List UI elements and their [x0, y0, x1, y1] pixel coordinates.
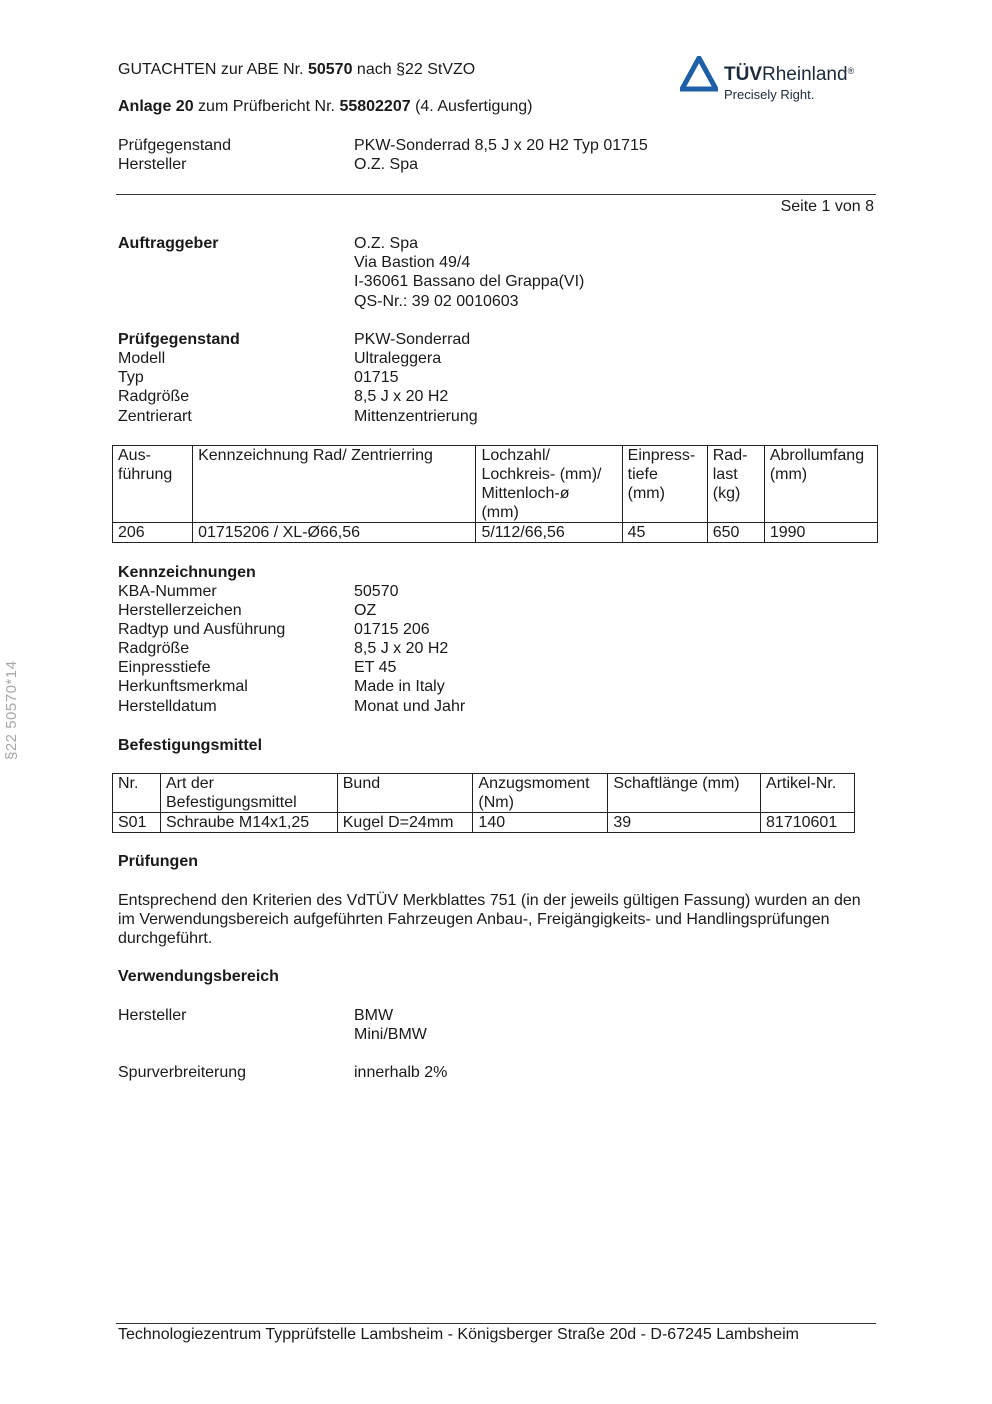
client-line: I-36061 Bassano del Grappa(VI) [354, 273, 585, 290]
marking-value: 50570 [354, 583, 399, 600]
table-header-cell: Lochzahl/ Lochkreis- (mm)/ Mittenloch-ø (mm) [476, 446, 622, 523]
table-cell: 650 [707, 523, 764, 543]
centering-label: Zentrierart [118, 408, 192, 425]
title-prefix: GUTACHTEN zur ABE Nr. [118, 61, 304, 78]
client-row [118, 292, 878, 311]
table-header-row [113, 446, 878, 523]
table-header-cell: Rad- last (kg) [707, 446, 764, 523]
marking-label: Herstelldatum [118, 698, 217, 715]
markings-heading: Kennzeichnungen [118, 564, 256, 581]
track-widening-label: Spurverbreiterung [118, 1064, 247, 1081]
model-label: Modell [118, 350, 166, 367]
marking-label: Einpresstiefe [118, 659, 211, 676]
page-number: Seite 1 von 8 [780, 198, 874, 215]
test-object-label: Prüfgegenstand [118, 331, 240, 348]
marking-row [118, 658, 878, 677]
appendix-mid: zum Prüfbericht Nr. [198, 98, 335, 115]
fasteners-table [112, 773, 855, 833]
centering-value: Mittenzentrierung [354, 408, 478, 425]
table-cell: 1990 [764, 523, 877, 543]
table-cell: 01715206 / XL-Ø66,56 [193, 523, 476, 543]
marking-row [118, 677, 878, 696]
table-cell: 5/112/66,56 [476, 523, 622, 543]
table-cell: Kugel D=24mm [337, 813, 473, 833]
table-header-cell: Art der Befestigungsmittel [160, 774, 337, 813]
marking-row [118, 620, 878, 639]
usage-manufacturer-value: BMW [354, 1007, 394, 1024]
marking-value: ET 45 [354, 659, 397, 676]
marking-value: OZ [354, 602, 377, 619]
marking-value: Made in Italy [354, 678, 445, 695]
abe-number: 50570 [307, 61, 353, 78]
logo-brand-rest: Rheinland [762, 64, 848, 85]
report-title [118, 60, 475, 79]
marking-label: KBA-Nummer [118, 583, 217, 600]
table-cell: Schraube M14x1,25 [160, 813, 337, 833]
tuv-rheinland-logo [680, 56, 870, 104]
fasteners-heading: Befestigungsmittel [118, 737, 263, 754]
report-number: 55802207 [339, 98, 411, 115]
header-manufacturer-row [118, 155, 878, 174]
test-object-row [118, 387, 878, 406]
table-row [113, 813, 855, 833]
header-divider [116, 194, 876, 195]
client-row [118, 253, 878, 272]
footer-address: Technologiezentrum Typprüfstelle Lambsheim - Königsberger Straße 20d - D-67245 Lambsheim [118, 1326, 799, 1343]
client-row [118, 234, 878, 253]
wheel-table [112, 445, 878, 543]
type-value: 01715 [354, 369, 399, 386]
header-manufacturer-label: Hersteller [118, 156, 187, 173]
table-header-row [113, 774, 855, 813]
table-cell: 206 [113, 523, 193, 543]
table-header-cell: Aus- führung [113, 446, 193, 523]
table-cell: 39 [608, 813, 761, 833]
marking-value: 01715 206 [354, 621, 430, 638]
table-cell: S01 [113, 813, 161, 833]
header-manufacturer-value: O.Z. Spa [354, 156, 419, 173]
client-line: Via Bastion 49/4 [354, 254, 471, 271]
client-qs-number: QS-Nr.: 39 02 0010603 [354, 293, 519, 310]
marking-value: Monat und Jahr [354, 698, 466, 715]
usage-manufacturer-row [118, 1006, 878, 1025]
marking-label: Radtyp und Ausführung [118, 621, 286, 638]
track-widening-value: innerhalb 2% [354, 1064, 448, 1081]
logo-registered: ® [847, 66, 855, 76]
title-suffix: nach §22 StVZO [356, 61, 476, 78]
table-header-cell: Einpress- tiefe (mm) [622, 446, 707, 523]
marking-label: Radgröße [118, 640, 190, 657]
type-label: Typ [118, 369, 144, 386]
test-object-row [118, 368, 878, 387]
marking-row [118, 639, 878, 658]
marking-row [118, 697, 878, 716]
table-header-cell: Nr. [113, 774, 161, 813]
usage-manufacturer-label: Hersteller [118, 1007, 187, 1024]
model-value: Ultraleggera [354, 350, 442, 367]
appendix-suffix: (4. Ausfertigung) [415, 98, 533, 115]
table-header-cell: Artikel-Nr. [761, 774, 855, 813]
header-object-label: Prüfgegenstand [118, 137, 231, 154]
side-stamp: §22 50570*14 [3, 660, 20, 760]
logo-tagline: Precisely Right. [724, 87, 815, 102]
marking-label: Herstellerzeichen [118, 602, 242, 619]
test-object-row [118, 330, 878, 349]
logo-wordmark [724, 65, 854, 85]
table-cell: 45 [622, 523, 707, 543]
table-header-cell: Schaftlänge (mm) [608, 774, 761, 813]
usage-heading: Verwendungsbereich [118, 968, 279, 985]
wheel-size-value: 8,5 J x 20 H2 [354, 388, 449, 405]
table-header-cell: Abrollumfang (mm) [764, 446, 877, 523]
footer-divider [116, 1323, 876, 1324]
tests-heading: Prüfungen [118, 853, 198, 870]
table-header-cell: Anzugsmoment (Nm) [473, 774, 608, 813]
usage-manufacturer-row [118, 1025, 878, 1044]
tests-paragraph: Entsprechend den Kriterien des VdTÜV Merkblattes 751 (in der jeweils gültigen Fassung) wurden an den im Verwendungsbereich aufgeführten Fahrzeugen Anbau-, Freigängigkeits- und Handlingsprüfungen durchgeführt. [118, 892, 861, 947]
client-row [118, 272, 878, 291]
marking-value: 8,5 J x 20 H2 [354, 640, 449, 657]
client-label: Auftraggeber [118, 235, 219, 252]
table-header-cell: Bund [337, 774, 473, 813]
usage-manufacturer-value: Mini/BMW [354, 1026, 427, 1043]
table-cell: 81710601 [761, 813, 855, 833]
triangle-logo-icon [680, 56, 718, 92]
test-object-row [118, 349, 878, 368]
marking-row [118, 601, 878, 620]
table-header-cell: Kennzeichnung Rad/ Zentrierring [193, 446, 476, 523]
logo-brand-bold: TÜV [724, 64, 762, 85]
marking-row [118, 582, 878, 601]
usage-track-row [118, 1063, 878, 1082]
header-object-row [118, 136, 878, 155]
test-object-value: PKW-Sonderrad [354, 331, 471, 348]
test-object-row [118, 407, 878, 426]
appendix-line [118, 97, 532, 116]
marking-label: Herkunftsmerkmal [118, 678, 248, 695]
header-object-value: PKW-Sonderrad 8,5 J x 20 H2 Typ 01715 [354, 137, 648, 154]
table-row [113, 523, 878, 543]
client-line: O.Z. Spa [354, 235, 419, 252]
table-cell: 140 [473, 813, 608, 833]
appendix-label: Anlage 20 [118, 98, 194, 115]
wheel-size-label: Radgröße [118, 388, 190, 405]
